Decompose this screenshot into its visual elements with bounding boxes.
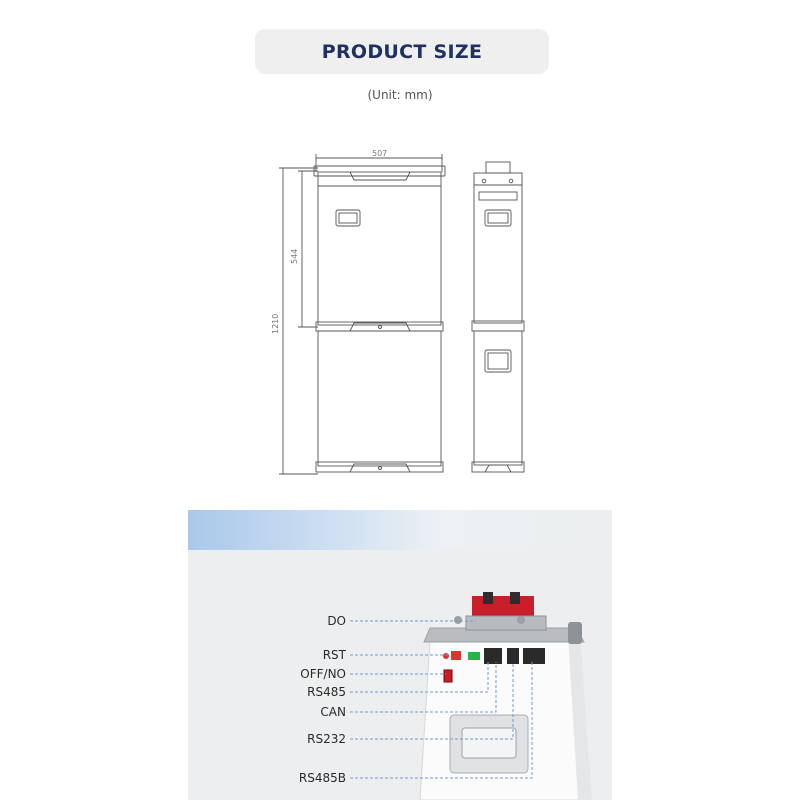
- battery-photo: [188, 510, 612, 800]
- port-photo-panel: [188, 510, 612, 800]
- port-label-rst: RST: [322, 648, 346, 662]
- total-height-dimension: 1210: [271, 313, 280, 334]
- port-label-rs232: RS232: [307, 732, 346, 746]
- port-label-rs485: RS485: [307, 685, 346, 699]
- module-height-dimension: 544: [290, 248, 299, 264]
- port-label-can: CAN: [320, 705, 346, 719]
- port-label-off-no: OFF/NO: [300, 667, 346, 681]
- unit-note: (Unit: mm): [367, 88, 433, 102]
- port-label-rs485b: RS485B: [298, 771, 346, 785]
- width-dimension: 507: [372, 149, 388, 158]
- page-title: PRODUCT SIZE: [321, 40, 483, 63]
- port-label-do: DO: [327, 614, 346, 628]
